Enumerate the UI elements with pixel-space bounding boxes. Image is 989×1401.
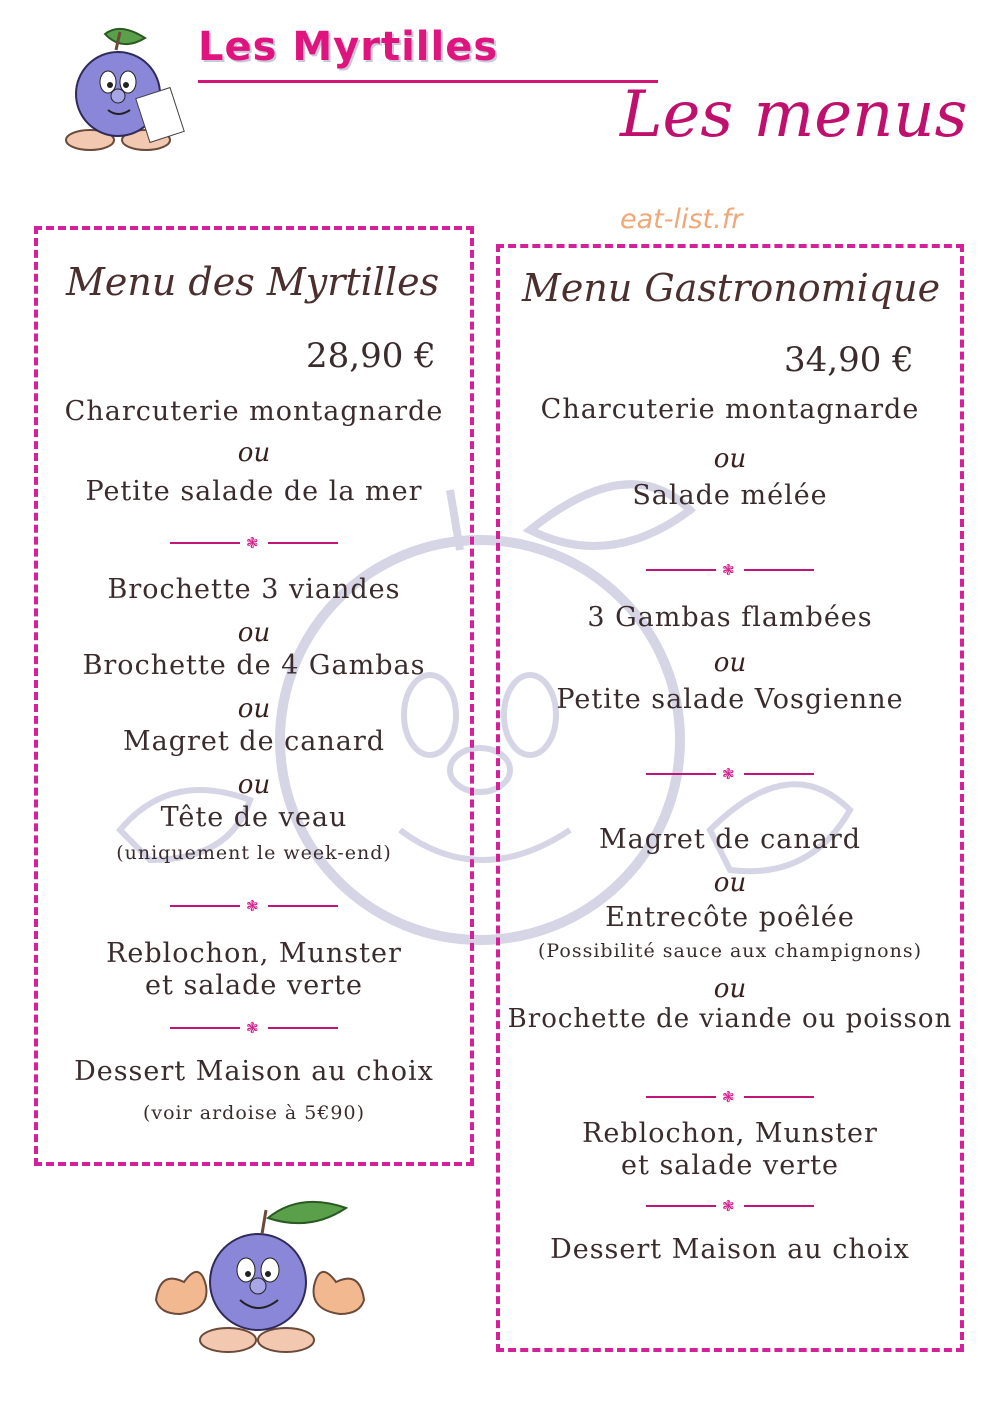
thumbs-up-mascot-icon: [150, 1190, 370, 1360]
list-item: Salade mélée: [632, 480, 828, 511]
or-connector: ou: [713, 648, 747, 678]
section-divider: ❃: [170, 1020, 340, 1036]
list-item: et salade verte: [621, 1150, 839, 1181]
list-item: Brochette de 4 Gambas: [82, 650, 426, 681]
header-divider: [198, 80, 658, 83]
list-item: Entrecôte poêlée: [605, 902, 855, 933]
item-note: (Possibilité sauce aux champignons): [537, 940, 922, 962]
item-note: (voir ardoise à 5€90): [142, 1102, 366, 1124]
menu-right-title: Menu Gastronomique: [522, 266, 941, 310]
list-item: Dessert Maison au choix: [550, 1234, 910, 1265]
menu-right-price: 34,90 €: [784, 340, 914, 380]
page-title: Les menus: [620, 78, 968, 152]
logo-mascot-icon: [50, 22, 190, 154]
or-connector: ou: [713, 868, 747, 898]
watermark-text: eat-list.fr: [620, 204, 743, 235]
list-item: Magret de canard: [598, 824, 862, 855]
list-item: Reblochon, Munster: [582, 1118, 878, 1149]
or-connector: ou: [713, 974, 747, 1004]
or-connector: ou: [237, 694, 271, 724]
or-connector: ou: [237, 618, 271, 648]
list-item: Magret de canard: [122, 726, 386, 757]
list-item: Dessert Maison au choix: [74, 1056, 434, 1087]
or-connector: ou: [713, 444, 747, 474]
item-note: (uniquement le week-end): [116, 842, 392, 864]
section-divider: ❃: [646, 562, 816, 578]
menu-right-panel: [496, 244, 964, 1352]
list-item: Petite salade Vosgienne: [556, 684, 904, 715]
or-connector: ou: [237, 438, 271, 468]
list-item: Charcuterie montagnarde: [64, 396, 444, 427]
list-item: Petite salade de la mer: [85, 476, 423, 507]
list-item: Brochette 3 viandes: [107, 574, 401, 605]
or-connector: ou: [237, 770, 271, 800]
menu-left-title: Menu des Myrtilles: [66, 260, 440, 304]
list-item: Charcuterie montagnarde: [540, 394, 920, 425]
list-item: Reblochon, Munster: [106, 938, 402, 969]
list-item: et salade verte: [145, 970, 363, 1001]
section-divider: ❃: [646, 1089, 816, 1105]
list-item: Brochette de viande ou poisson: [507, 1004, 953, 1034]
menu-left-price: 28,90 €: [306, 336, 436, 376]
section-divider: ❃: [646, 1198, 816, 1214]
list-item: 3 Gambas flambées: [587, 602, 873, 633]
section-divider: ❃: [646, 766, 816, 782]
section-divider: ❃: [170, 535, 340, 551]
list-item: Tête de veau: [160, 802, 348, 833]
section-divider: ❃: [170, 898, 340, 914]
menu-left-panel: [34, 226, 474, 1166]
brand-name: Les Myrtilles: [198, 24, 499, 70]
